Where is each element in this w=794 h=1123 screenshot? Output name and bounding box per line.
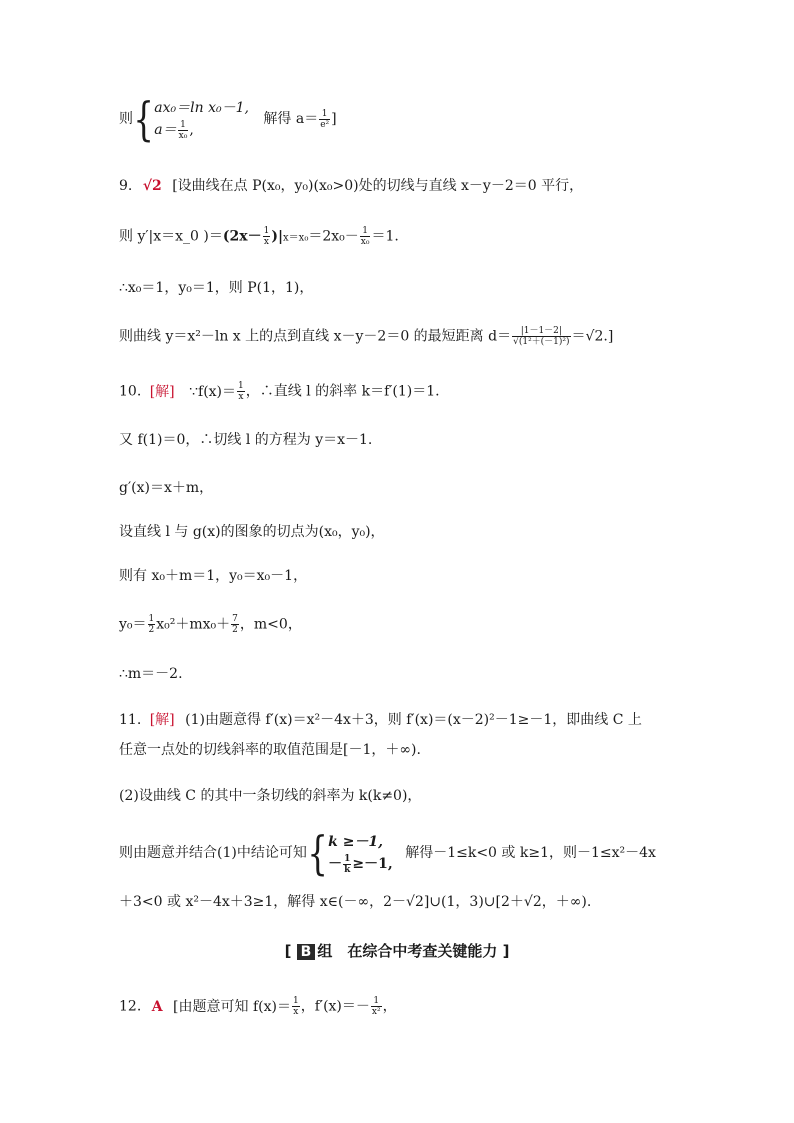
q12-line-1: 12. A [由题意可知 f(x)＝ $\frac{1}{x}$ ，f′(x)＝－ $\frac{1}{\text{x²}}$ ， [119, 996, 397, 1017]
q10-line-5: 则有 x₀＋m＝1，y₀＝x₀－1， [119, 568, 308, 584]
q10-line-3: g′(x)＝x＋m， [119, 480, 214, 496]
section-header: [ B 组 在综合中考查关键能力 ] [284, 942, 510, 960]
q9-number: 9. [119, 178, 133, 194]
q9-line-1 [119, 176, 583, 196]
q10-line-4: 设直线 l 与 g(x)的图象的切点为(x₀，y₀)， [119, 524, 385, 540]
q10-line-2: 又 f(1)＝0，∴切线 l 的方程为 y＝x－1. [119, 432, 373, 448]
left-brace: { [307, 826, 328, 880]
q12-answer: A [151, 998, 163, 1015]
system-eq-1: ax₀＝ln x₀－1, [154, 100, 249, 116]
q9-line-4: 则曲线 y＝x²－ln x 上的点到直线 x－y－2＝0 的最短距离 d＝ $\frac{|1-1-2|}{\text{√(1²＋(－1)²)}}$ ＝√2.] [119, 326, 614, 347]
left-brace: { [133, 92, 154, 146]
q10-line-6: y₀＝ $\frac{1}{2}$ x₀²＋mx₀＋ $\frac{7}{2}$ ，m<0， [119, 614, 302, 635]
q10-tag: [解] [149, 383, 175, 400]
q11-tag: [解] [149, 712, 175, 728]
q9-line-3: ∴x₀＝1，y₀＝1，则 P(1，1)， [119, 280, 314, 296]
frac-1-e2: $\frac{1}{\text{e²}}$ [320, 108, 330, 130]
q10-line-7: ∴m＝－2. [119, 666, 183, 682]
q9-text: [设曲线在点 P(x₀，y₀)(x₀>0)处的切线与直线 x－y－2＝0 平行， [172, 178, 584, 194]
distance-frac: $\frac{|1-1-2|}{\text{√(1²＋(－1)²)}}$ [513, 326, 570, 347]
q11-line-5: ＋3<0 或 x²－4x＋3≥1，解得 x∈(－∞，2－√2]∪(1，3)∪[2＋√2，＋∞). [119, 894, 592, 910]
solve-text: 解得 a＝ [263, 111, 319, 127]
system-eq-2: a＝ $\frac{1}{\text{x₀}}$ , [154, 119, 194, 141]
q9-line-2: 则 y′|x＝x_0 )＝(2x－ $\frac{1}{x}$ )|x＝x₀＝2x₀－ $\frac{1}{\text{x₀}}$ ＝1. [119, 226, 399, 247]
q11-line-3: (2)设曲线 C 的其中一条切线的斜率为 k(k≠0)， [119, 788, 422, 804]
q11-line-1: 11. [解] (1)由题意得 f′(x)＝x²－4x＋3，则 f′(x)＝(x－2)²－1≥－1，即曲线 C 上 [119, 712, 642, 728]
equation-system [154, 97, 249, 141]
section-title: 组 在综合中考查关键能力 [317, 942, 498, 960]
inequality-system: k ≥－1, － $\frac{1}{k}$ ≥－1, [328, 834, 393, 875]
section-badge: B [297, 944, 316, 960]
q11-line-4: 则由题意并结合(1)中结论可知{ k ≥－1, － $\frac{1}{k}$ ≥－1, 解得－1≤k<0 或 k≥1，则－1≤x²－4x [119, 826, 656, 880]
q11-line-2: 任意一点处的切线斜率的取值范围是[－1，＋∞). [119, 742, 421, 758]
ze-label: 则 [119, 111, 133, 127]
q10-line-1: 10. [解] ∵f(x)＝ $\frac{1}{x}$ ，∴直线 l 的斜率 k＝f′(1)＝1. [119, 381, 440, 402]
q8-tail: 则{ ax₀＝ln x₀－1, a＝ $\frac{1}{\text{x₀}}$ , 解得 a＝ $\frac{1}{\text{e²}}$ ] [119, 92, 337, 146]
q9-answer: √2 [142, 178, 162, 194]
